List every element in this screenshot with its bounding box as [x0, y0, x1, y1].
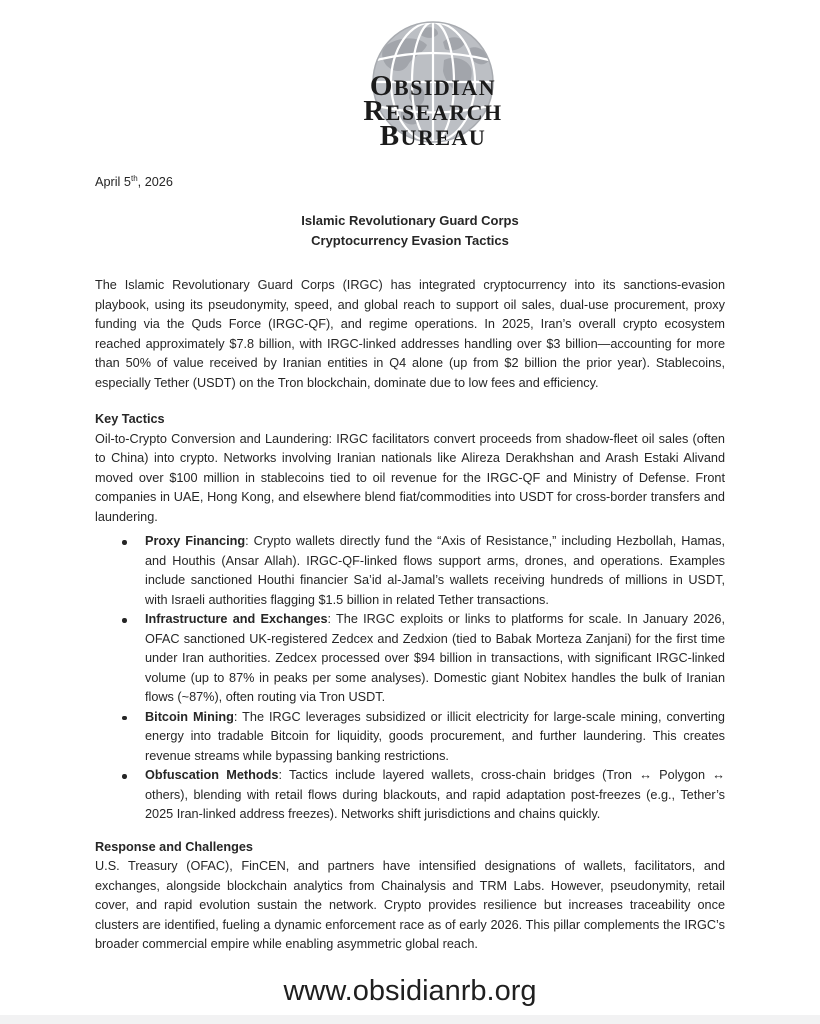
key-tactics-heading: Key Tactics — [95, 412, 165, 426]
list-item-proxy-financing — [95, 532, 725, 610]
document-body — [0, 174, 820, 955]
list-item-bitcoin-mining — [95, 708, 725, 767]
bullet-label: Obfuscation Methods — [145, 768, 279, 782]
bullet-text: : The IRGC exploits or links to platforms for scale. In January 2026, OFAC sanctioned UK-registered Zedcex and Zedxion (tied to Babak Morteza Zanjani) for the first time under Iran authorities. Zedcex processed over $94 billion in transactions, with significant IRGC-linked volume (up to 87% in peaks per some analyses). Domestic giant Nobitex handles the bulk of Iranian flows (~87%), often routing via Tron USDT. — [145, 612, 725, 704]
bullet-text: : Crypto wallets directly fund the “Axis of Resistance,” including Hezbollah, Hamas, and Houthis (Ansar Allah). IRGC-QF-linked flows support arms, drones, and operations. Examples include sanctioned Houthi financier Sa’id al-Jamal’s wallets receiving hundreds of millions in USDT, with Israeli authorities flagging $1.5 billion in related Tether transactions. — [145, 534, 726, 607]
bullet-label: Infrastructure and Exchanges — [145, 612, 328, 626]
bullet-label: Bitcoin Mining — [145, 709, 234, 724]
response-heading: Response and Challenges — [95, 839, 253, 854]
logo-line-research: RESEARCH — [363, 95, 503, 127]
org-logo — [348, 18, 518, 154]
document-date — [95, 174, 725, 190]
date-year: , 2026 — [137, 175, 173, 189]
tactics-list — [95, 532, 725, 825]
response-paragraph: U.S. Treasury (OFAC), FinCEN, and partners have intensified designations of wallets, facilitators, and exchanges, alongside blockchain analytics from Chainalysis and TRM Labs. However, pseudonymity, retail cover, and rapid evolution sustain the network. Crypto provides resilience but increases traceability once clusters are identified, fueling a dynamic enforcement race as of early 2026. This pillar complements the IRGC’s broader commercial empire while enabling asymmetric global reach. — [95, 859, 725, 951]
logo-line-obsidian: OBSIDIAN — [369, 70, 497, 102]
list-item-obfuscation-methods — [95, 766, 725, 825]
key-tactics-paragraph: Oil-to-Crypto Conversion and Laundering: IRGC facilitators convert proceeds from shadow-fleet oil sales (often to China) into crypto. Networks involving Iranian nationals like Alireza Derakhshan and Arash Estaki Alivand moved over $100 million in stablecoins tied to oil revenue for the IRGC-QF and Ministry of Defense. Front companies in UAE, Hong Kong, and elsewhere blend fiat/commodities into USDT for cross-border transfers and laundering. — [95, 431, 725, 524]
date-ordinal-suffix: th — [130, 173, 138, 183]
bullet-text: : Tactics include layered wallets, cross-chain bridges (Tron ↔ Polygon ↔ others), blending with retail flows during blackouts, and rapid adaptation post-freezes (e.g., Tether’s 2025 Iran-linked address freezes). Networks shift jurisdictions and chains quickly. — [145, 768, 725, 821]
bullet-text: : The IRGC leverages subsidized or illicit electricity for large-scale mining, converting energy into tradable Bitcoin for liquidity, goods procurement, and further laundering. This creates revenue streams while bypassing banking restrictions. — [145, 709, 725, 763]
title-line-1: Islamic Revolutionary Guard Corps — [301, 213, 519, 228]
intro-paragraph: The Islamic Revolutionary Guard Corps (IRGC) has integrated cryptocurrency into its sanctions-evasion playbook, using its pseudonymity, speed, and global reach to support oil sales, dual-use procurement, proxy funding via the Quds Force (IRGC-QF), and regime operations. In 2025, Iran’s overall crypto ecosystem reached approximately $7.8 billion, with IRGC-linked addresses handling over $3 billion—accounting for more than 50% of value received by Iranian entities in Q4 alone (up from $2 billion the prior year). Stablecoins, especially Tether (USDT) on the Tron blockchain, dominate due to low fees and efficiency. — [95, 278, 725, 390]
document-title — [95, 211, 725, 251]
date-day: April 5 — [95, 175, 131, 189]
logo-line-bureau: BUREAU — [379, 120, 487, 152]
title-line-2: Cryptocurrency Evasion Tactics — [311, 233, 509, 248]
footer-url: www.obsidianrb.org — [283, 975, 537, 1007]
org-logo-text — [363, 70, 503, 152]
list-item-infrastructure-exchanges — [95, 610, 725, 708]
page-bottom-edge — [0, 1015, 820, 1024]
bullet-label: Proxy Financing — [145, 534, 246, 548]
